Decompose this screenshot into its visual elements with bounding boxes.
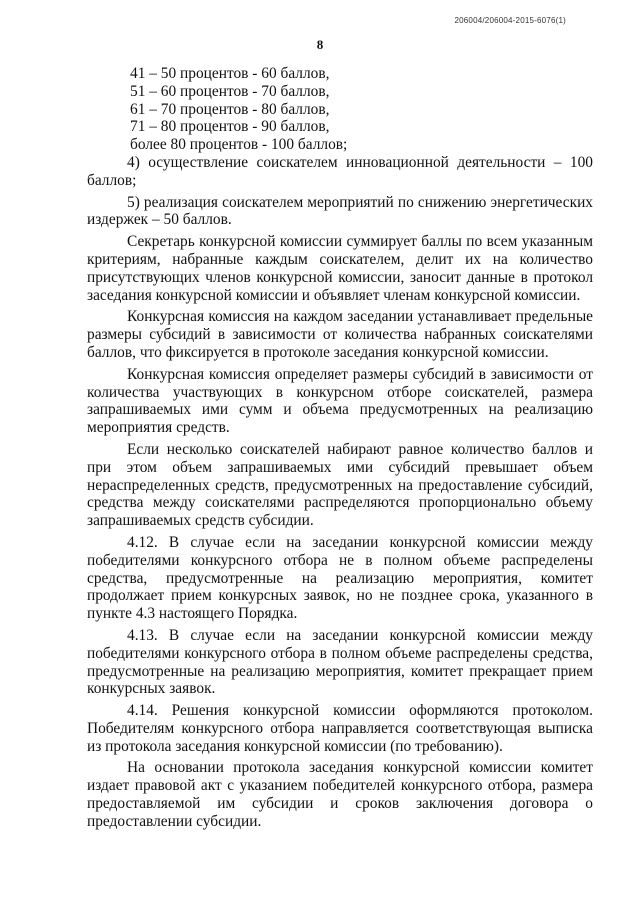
paragraph-4-13: 4.13. В случае если на заседании конкурсной комиссии между победителями конкурсного отбора в полном объеме распределены средства, предусмотренные на реализацию мероприятия, комитет прекращает прием конкурсных заявок. <box>87 626 593 698</box>
score-line: более 80 процентов - 100 баллов; <box>130 136 348 154</box>
paragraph-legal-act: На основании протокола заседания конкурсной комиссии комитет издает правовой акт с указанием победителей конкурсного отбора, размера предоставляемой им субсидии и сроков заключения договора о предоставлении субсидии. <box>87 759 593 830</box>
document-body <box>87 65 593 835</box>
paragraph-equal-scores: Если несколько соискателей набирают равное количество баллов и при этом объем запрашиваемых ими субсидий превышает объем нераспределенных средств, предусмотренных на предоставление субсидий, средства между соискателями распределяются пропорционально объему запрашиваемых средств субсидии. <box>87 440 593 530</box>
paragraph-4-14: 4.14. Решения конкурсной комиссии оформляются протоколом. Победителям конкурсного отбора направляется соответствующая выписка из протокола заседания конкурсной комиссии (по требованию). <box>87 702 593 755</box>
paragraph-4-12: 4.12. В случае если на заседании конкурсной комиссии между победителями конкурсного отбора не в полном объеме распределены средства, предусмотренные на реализацию мероприятия, комитет продолжает прием конкурсных заявок, но не позднее срока, указанного в пункте 4.3 настоящего Порядка. <box>87 533 593 623</box>
score-line: 61 – 70 процентов - 80 баллов, <box>130 100 330 118</box>
score-line: 51 – 60 процентов - 70 баллов, <box>130 82 330 100</box>
score-line: 71 – 80 процентов - 90 баллов, <box>130 118 330 136</box>
page-number: 8 <box>316 37 324 52</box>
paragraph-sizes: Конкурсная комиссия определяет размеры субсидий в зависимости от количества участвующих в конкурсном отборе соискателей, размера запрашиваемых ими сумм и объема предусмотренных на реализацию мероприятия средств. <box>87 365 593 437</box>
paragraph-secretary: Секретарь конкурсной комиссии суммирует баллы по всем указанным критериям, набранные каждым соискателем, делит их на количество присутствующих членов конкурсной комиссии, заносит данные в протокол заседания конкурсной комиссии и объявляет членам конкурсной комиссии. <box>87 233 593 304</box>
score-line: 41 – 50 процентов - 60 баллов, <box>130 65 330 82</box>
paragraph-limits: Конкурсная комиссия на каждом заседании устанавливает предельные размеры субсидий в зависимости от количества набранных соискателями баллов, что фиксируется в протоколе заседания конкурсной комиссии. <box>87 308 593 361</box>
document-id: 206004/206004-2015-6076(1) <box>454 16 566 25</box>
paragraph-criterion-4: 4) осуществление соискателем инновационной деятельности – 100 баллов; <box>87 153 593 189</box>
paragraph-criterion-5: 5) реализация соискателем мероприятий по снижению энергетических издержек – 50 баллов. <box>87 193 593 229</box>
